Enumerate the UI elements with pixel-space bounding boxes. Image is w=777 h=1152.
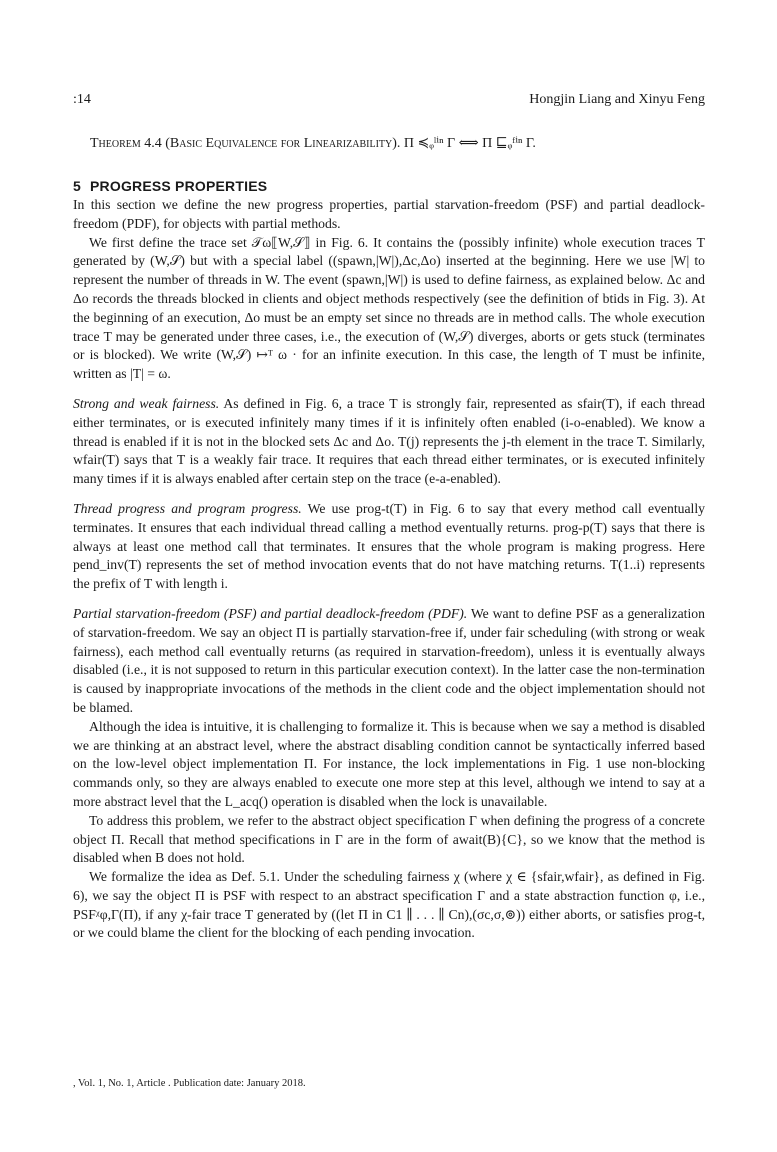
author-names: Hongjin Liang and Xinyu Feng (529, 92, 705, 107)
paragraph-fairness (73, 395, 705, 489)
theorem-label: Theorem 4.4 (Basic Equivalence for Linearizability). (90, 136, 401, 151)
run-in-heading-progress: Thread progress and program progress. (73, 500, 302, 516)
section-number: 5 (73, 178, 81, 194)
run-in-heading-psf-pdf: Partial starvation-freedom (PSF) and partial deadlock-freedom (PDF). (73, 605, 468, 621)
page-number: :14 (73, 92, 91, 107)
paragraph-psf-pdf-body: We want to define PSF as a generalization of starvation-freedom. We say an object Π is partially starvation-free if, under fair scheduling (with strong or weak fairness), each method call eventually returns (as required in starvation-freedom), unless it is eventually always disabled (i.e., it is not supposed to return in this particular execution context). In the latter case the non-termination is caused by inappropriate invocations of the methods in the client code and the object implementation should not be blamed. (73, 605, 705, 715)
running-header (73, 92, 705, 114)
paragraph-progress-body: We use prog-t(T) in Fig. 6 to say that every method call eventually terminates. It ensures that each individual thread calling a method eventually returns. prog-p(T) says that there is always at least one method call that terminates. It ensures that the whole program is making progress. Here pend_inv(T) represents the set of method invocation events that do not have matching returns. T(1..i) represents the prefix of T with length i. (73, 500, 706, 592)
paragraph-psf-pdf (73, 605, 705, 718)
paragraph-abstract-spec: To address this problem, we refer to the abstract object specification Γ when defining the progress of a concrete object Π. Recall that method specifications in Γ are in the form of await(B){C}, so we know that the method is disabled when B does not hold. (73, 812, 705, 866)
run-in-heading-fairness: Strong and weak fairness. (73, 395, 220, 411)
theorem-4-4 (73, 134, 705, 154)
page-footer: , Vol. 1, No. 1, Article . Publication date: January 2018. (73, 1078, 306, 1089)
paper-page (73, 92, 705, 943)
paragraph-progress (73, 500, 705, 594)
section-heading (73, 176, 705, 196)
paragraph-definition: We formalize the idea as Def. 5.1. Under the scheduling fairness χ (where χ ∈ {sfair,wfair}, as defined in Fig. 6), we say the object Π is PSF with respect to an abstract specification Γ and a state abstraction function φ, i.e., PSFᵡφ,Γ(Π), if any χ-fair trace T generated by ((let Π in C1 ∥ . . . ∥ Cn),(σc,σ,⊚)) either aborts, or satisfies prog-t, or we could blame the client for the blocking of each pending invocation. (73, 869, 705, 941)
theorem-statement: Π ≼ᵩˡⁱⁿ Γ ⟺ Π ⊑ᵩᶠⁱⁿ Γ. (403, 136, 536, 151)
section-title: PROGRESS PROPERTIES (90, 178, 268, 194)
paragraph-intro: In this section we define the new progress properties, partial starvation-freedom (PSF) and partial deadlock-freedom (PDF), for objects with partial methods. (73, 197, 705, 231)
paragraph-fairness-body: As defined in Fig. 6, a trace T is strongly fair, represented as sfair(T), if each thread either terminates, or is executed infinitely many times if it is infinitely often enabled (i-o-enabled). We know a thread is enabled if it is not in the blocked sets Δc and Δo. T(j) represents the j-th element in the trace T. Similarly, wfair(T) says that T is a weakly fair trace. It requires that each thread either terminates, or is executed infinitely many times if it is always enabled after certain step on the trace (e-a-enabled). (73, 395, 705, 487)
paragraph-intuition: Although the idea is intuitive, it is challenging to formalize it. This is because when we say a method is disabled we are thinking at an abstract level, where the abstract disabling condition cannot be syntactically inferred based on the low-level object implementation Π. For instance, the lock implementations in Fig. 1 use non-blocking commands only, so they are always enabled to execute one more step at this level, although we intend to say at a more abstract level that the L_acq() operation is disabled when the lock is unavailable. (73, 718, 705, 809)
paragraph-trace-set: We first define the trace set 𝒯ω⟦W,𝒮⟧ in Fig. 6. It contains the (possibly infinite) whole execution traces T generated by (W,𝒮) but with a special label ((spawn,|W|),Δc,Δo) inserted at the beginning. Here we use |W| to represent the number of threads in W. The event (spawn,|W|) is used to define fairness, as explained below. Δc and Δo records the threads blocked in clients and object methods respectively (see the definition of btids in Fig. 3). At the beginning of an execution, Δo must be an empty set since no threads are in method calls. The whole execution trace T may be generated under three cases, i.e., the execution of (W,𝒮) diverges, aborts or gets stuck (terminates or is blocked). We write (W,𝒮) ↦ᵀ ω · for an infinite execution. In this case, the length of T must be infinite, written as |T| = ω. (73, 234, 705, 382)
